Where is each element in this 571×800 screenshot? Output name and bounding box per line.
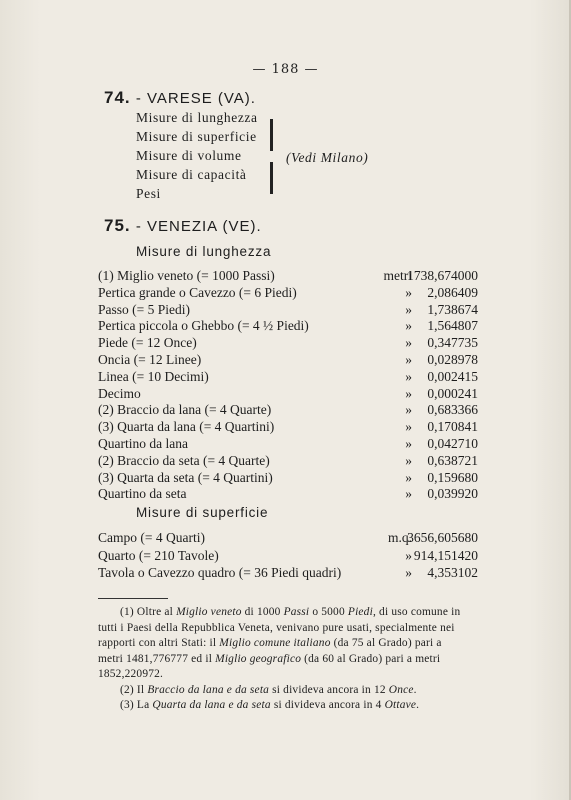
- row-label: Quarto (= 210 Tavole): [98, 547, 219, 563]
- reference-note: (Vedi Milano): [286, 150, 369, 165]
- row-label: Pertica grande o Cavezzo (= 6 Piedi): [98, 284, 297, 300]
- row-unit: »: [405, 352, 412, 367]
- table-row: [98, 318, 478, 335]
- section-74-heading: [104, 88, 256, 108]
- row-unit: »: [405, 301, 412, 317]
- table-row: [98, 548, 478, 565]
- footnote-1: (1) Oltre al Miglio veneto di 1000 Passi o 5000 Piedi, di uso comune in tutti i Paesi della Repubblica Veneta, venivano pure usati, specialmente nei rapporti con altri Stati: il Miglio comune italiano (da 75 al Grado) pari a metri 1481,776777 ed il Miglio geografico (da 60 al Grado) pari a metri 1852,220972.: [98, 606, 461, 680]
- row-unit: »: [405, 452, 412, 468]
- row-label: Pertica piccola o Ghebbo (= 4 ½ Piedi): [98, 318, 309, 334]
- row-value: 0,039920: [427, 486, 478, 502]
- row-value: 0,638721: [427, 452, 478, 468]
- row-unit: m.q.: [387, 530, 412, 545]
- table-row: [98, 470, 478, 487]
- page-number: — 188 —: [252, 62, 319, 77]
- table-row: [98, 386, 478, 403]
- row-value: 0,042710: [427, 436, 478, 451]
- section-75-title: - VENEZIA (VE).: [135, 218, 262, 235]
- row-value: 0,002415: [427, 368, 478, 384]
- table-row: [98, 268, 478, 285]
- table-row: [98, 419, 478, 436]
- section-74-title: - VARESE (VA).: [135, 90, 256, 107]
- section-74-item: Misure di lunghezza: [136, 110, 258, 125]
- section-74-item: Misure di volume: [136, 148, 242, 163]
- row-value: 0,170841: [427, 419, 478, 435]
- row-label: (1) Miglio veneto (= 1000 Passi): [98, 268, 275, 283]
- footnote-rule: [98, 598, 168, 599]
- row-value: 1,564807: [427, 318, 478, 334]
- brace-upper: [270, 119, 273, 151]
- row-label: (3) Quarta da lana (= 4 Quartini): [98, 419, 275, 435]
- row-value: 4,353102: [427, 565, 478, 580]
- row-value: 0,000241: [427, 385, 478, 401]
- row-label: (2) Braccio da lana (= 4 Quarte): [98, 402, 272, 418]
- row-unit: »: [405, 469, 412, 485]
- row-label: Tavola o Cavezzo quadro (= 36 Piedi quadri): [98, 565, 342, 580]
- footnote-3: (3) La Quarta da lana e da seta si divideva ancora in 4 Ottave.: [120, 699, 420, 711]
- lunghezza-heading: Misure di lunghezza: [136, 244, 272, 259]
- row-unit: »: [405, 385, 412, 401]
- row-value: 1,738674: [427, 301, 478, 317]
- footnote-2: (2) Il Braccio da lana e da seta si divideva ancora in 12 Once.: [120, 683, 417, 696]
- row-label: Quartino da seta: [98, 486, 187, 502]
- table-row: [98, 369, 478, 386]
- section-74-item: Misure di capacità: [136, 167, 247, 182]
- row-unit: »: [405, 419, 412, 435]
- table-row: [98, 352, 478, 369]
- section-74-item: Misure di superficie: [136, 129, 257, 144]
- row-label: Linea (= 10 Decimi): [98, 368, 209, 384]
- row-unit: »: [405, 335, 412, 351]
- row-label: Piede (= 12 Once): [98, 335, 197, 351]
- row-unit: »: [405, 368, 412, 384]
- row-label: (2) Braccio da seta (= 4 Quarte): [98, 452, 270, 468]
- table-row: [98, 565, 478, 582]
- brace-lower: [270, 162, 273, 194]
- row-unit: »: [405, 402, 412, 418]
- row-label: Campo (= 4 Quarti): [98, 530, 205, 545]
- table-row: [98, 302, 478, 319]
- row-value: 1738,674000: [407, 268, 478, 283]
- row-value: 914,151420: [413, 547, 478, 563]
- row-label: Quartino da lana: [98, 436, 188, 451]
- footnotes: [98, 605, 468, 714]
- row-label: (3) Quarta da seta (= 4 Quartini): [98, 469, 273, 485]
- section-74-number: 74.: [104, 88, 131, 107]
- section-75-heading: [104, 216, 262, 236]
- row-value: 2,086409: [427, 284, 478, 300]
- row-unit: »: [405, 486, 412, 502]
- row-value: 0,159680: [427, 469, 478, 485]
- row-value: 3656,605680: [407, 530, 478, 545]
- row-unit: metri: [383, 268, 412, 283]
- row-value: 0,683366: [427, 402, 478, 418]
- superficie-heading: Misure di superficie: [136, 505, 269, 520]
- row-unit: »: [405, 565, 412, 580]
- row-label: Passo (= 5 Piedi): [98, 301, 190, 317]
- row-label: Decimo: [98, 385, 141, 401]
- row-unit: »: [405, 284, 412, 300]
- table-row: [98, 453, 478, 470]
- row-label: Oncia (= 12 Linee): [98, 352, 202, 367]
- row-unit: »: [405, 318, 412, 334]
- table-row: [98, 436, 478, 453]
- table-row: [98, 402, 478, 419]
- table-row: [98, 486, 478, 503]
- section-74-item: Pesi: [136, 186, 161, 201]
- table-row: [98, 335, 478, 352]
- row-unit: »: [405, 547, 412, 563]
- table-row: [98, 285, 478, 302]
- row-value: 0,028978: [427, 352, 478, 367]
- row-value: 0,347735: [427, 335, 478, 351]
- row-unit: »: [405, 436, 412, 451]
- table-row: [98, 530, 478, 547]
- section-75-number: 75.: [104, 216, 131, 235]
